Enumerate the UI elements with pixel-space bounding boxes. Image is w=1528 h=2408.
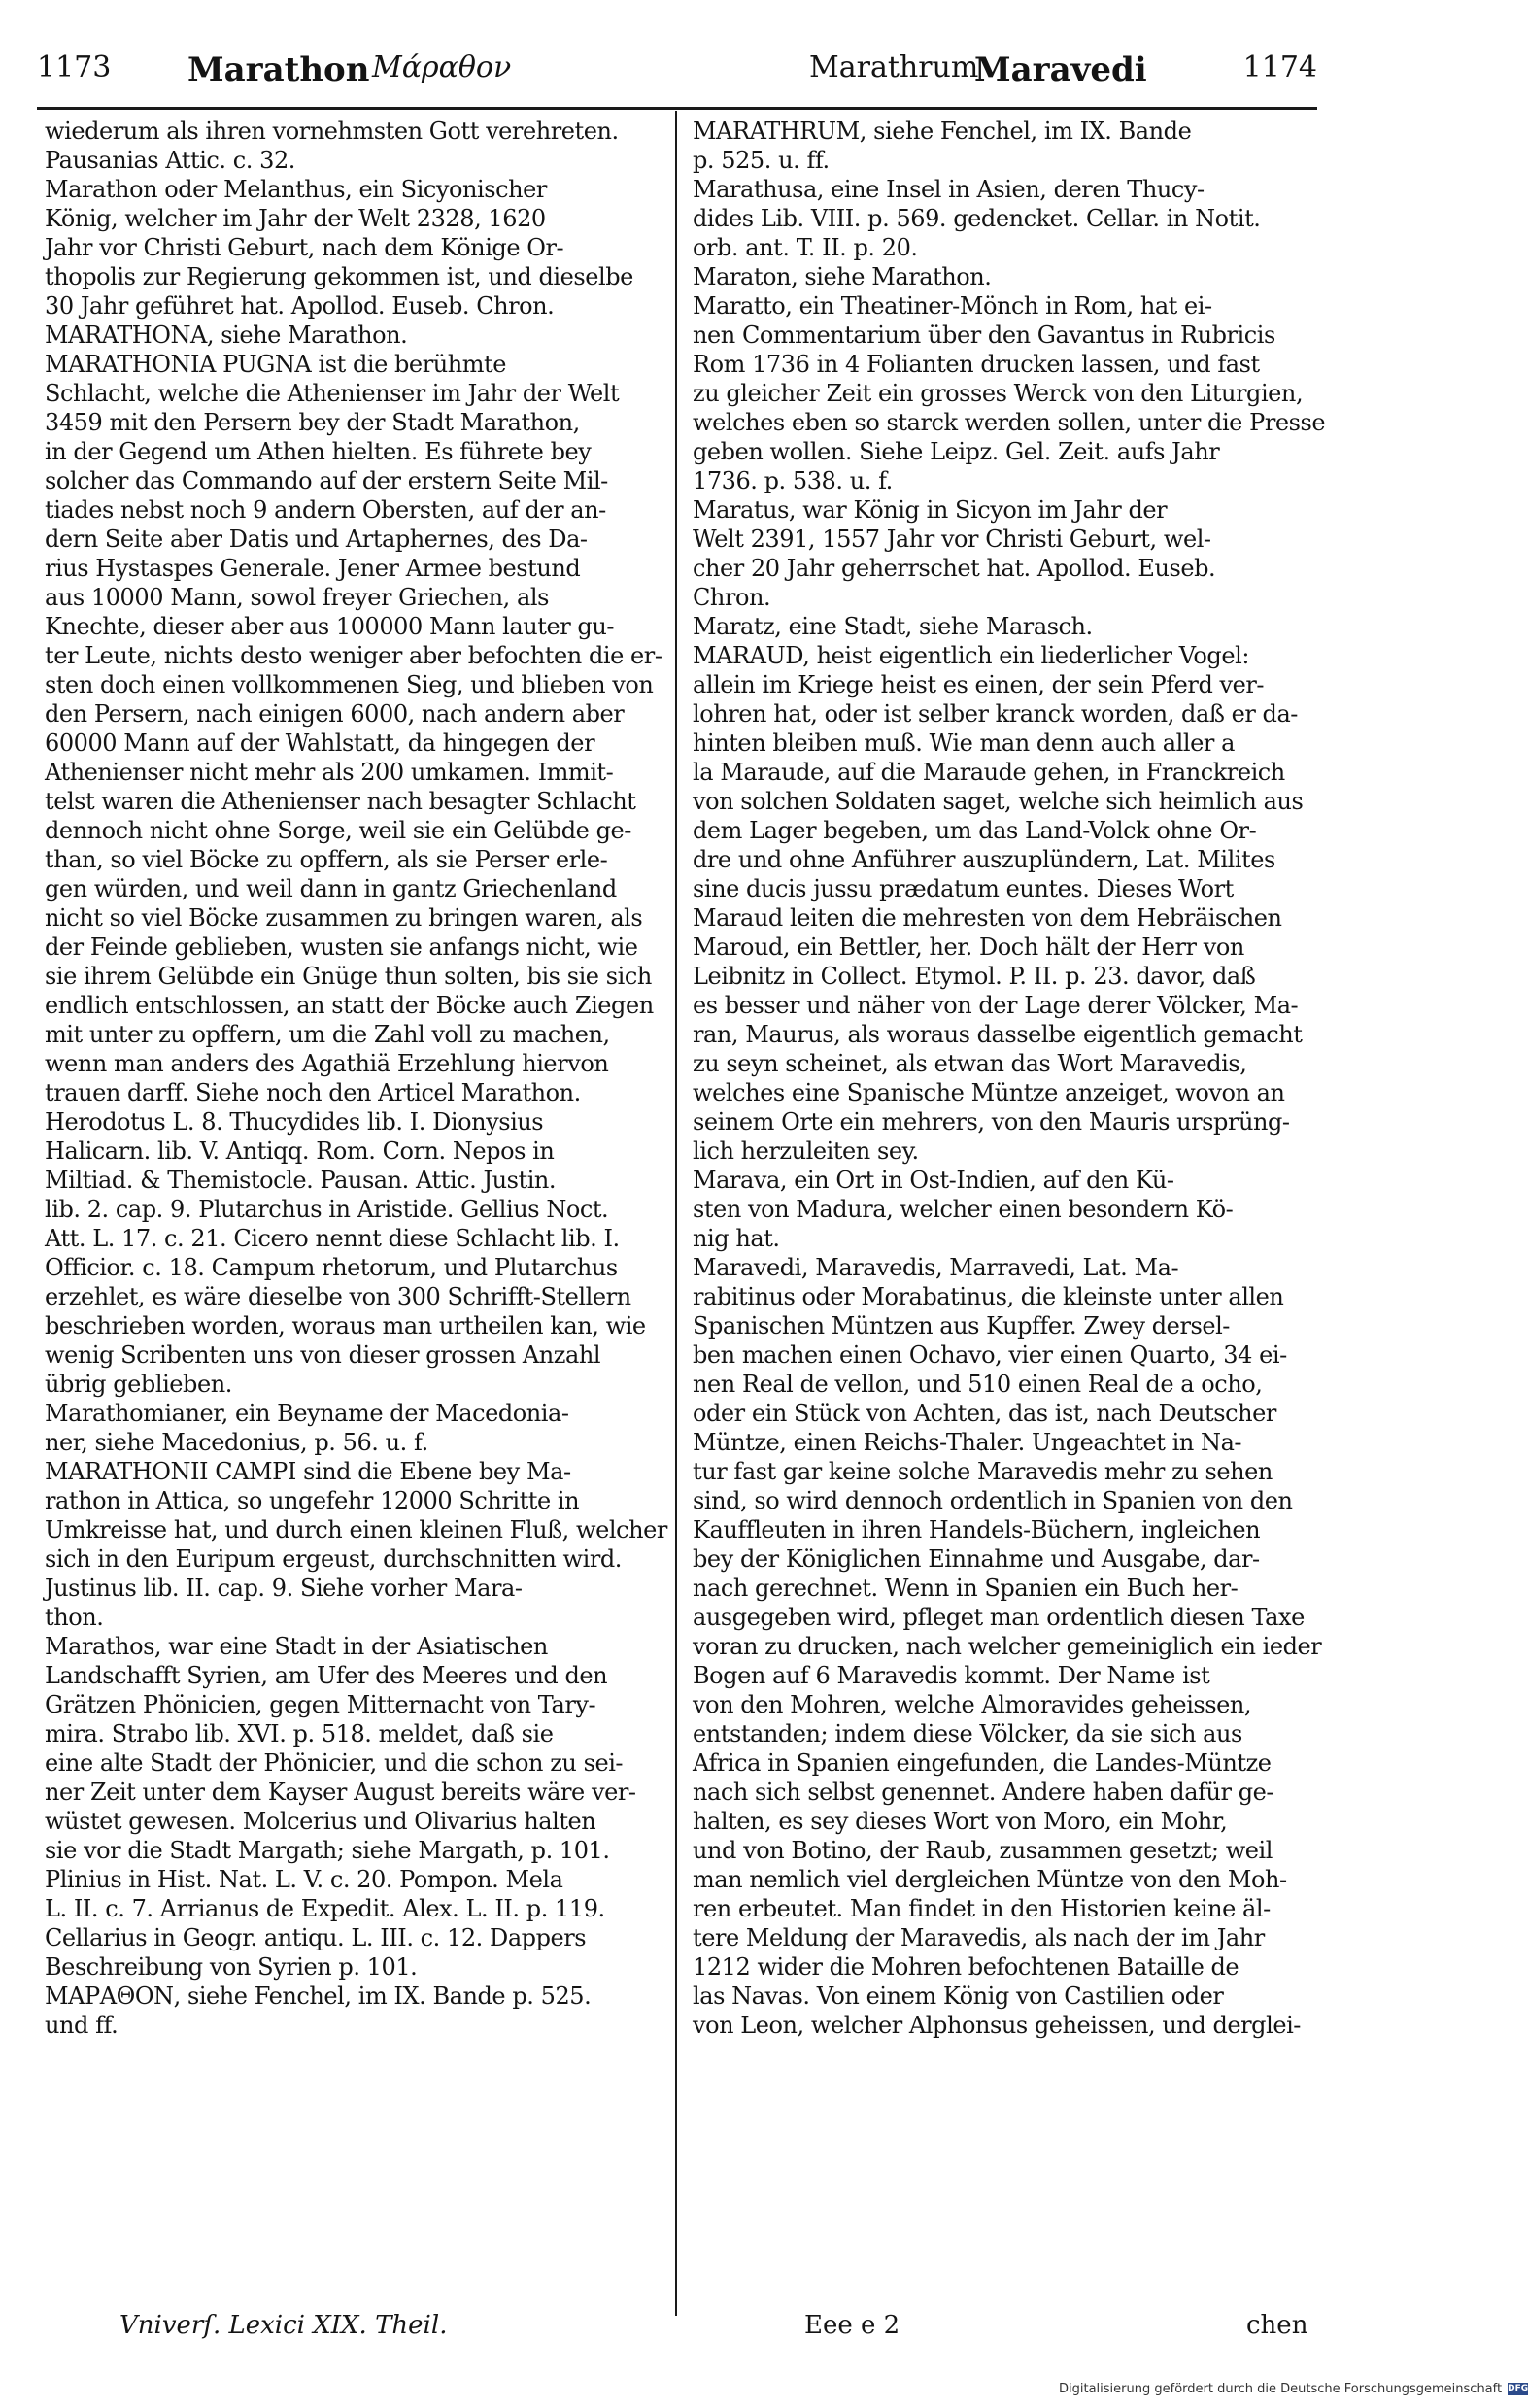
text-line: Cellarius in Geogr. antiqu. L. III. c. 12. Dappers	[45, 1924, 587, 1951]
text-line: nach sich selbst genennet. Andere haben dafür ge-	[693, 1779, 1274, 1806]
text-line: 3459 mit den Persern bey der Stadt Marathon,	[45, 409, 580, 436]
text-line: MARATHONIA PUGNA ist die berühmte	[45, 351, 506, 378]
text-line: sie vor die Stadt Margath; siehe Margath, p. 101.	[45, 1837, 610, 1864]
text-line: Maraton, siehe Marathon.	[693, 263, 992, 290]
text-line: König, welcher im Jahr der Welt 2328, 1620	[45, 205, 546, 232]
text-line: Welt 2391, 1557 Jahr vor Christi Geburt, wel-	[693, 526, 1211, 553]
text-line: dem Lager begeben, um das Land-Volck ohne Or-	[693, 817, 1257, 844]
digitization-credit	[1059, 2382, 1528, 2396]
text-line: von den Mohren, welche Almoravides geheissen,	[693, 1691, 1252, 1718]
text-line: ner Zeit unter dem Kayser August bereits wäre ver-	[45, 1779, 636, 1806]
column-divider	[675, 111, 677, 2316]
text-line: bey der Königlichen Einnahme und Ausgabe, dar-	[693, 1545, 1260, 1573]
text-line: es besser und näher von der Lage derer Völcker, Ma-	[693, 992, 1299, 1019]
text-line: MARATHRUM, siehe Fenchel, im IX. Bande	[693, 118, 1192, 145]
text-line: gen würden, und weil dann in gantz Griechenland	[45, 875, 617, 902]
text-line: solcher das Commando auf der erstern Seite Mil-	[45, 467, 608, 494]
text-line: la Maraude, auf die Maraude gehen, in Franckreich	[693, 759, 1285, 786]
running-head-left: Marathon	[187, 51, 370, 89]
text-line: geben wollen. Siehe Leipz. Gel. Zeit. aufs Jahr	[693, 438, 1220, 465]
text-line: halten, es sey dieses Wort von Moro, ein Mohr,	[693, 1808, 1228, 1835]
text-line: 1212 wider die Mohren befochtenen Bataille de	[693, 1953, 1239, 1981]
running-head-right-first: Marathrum	[809, 51, 979, 85]
text-line: Marathusa, eine Insel in Asien, deren Thucy-	[693, 176, 1205, 203]
text-line: welches eben so starck werden sollen, unter die Presse	[693, 409, 1326, 436]
text-line: Maroud, ein Bettler, her. Doch hält der Herr von	[693, 933, 1244, 961]
text-line: sine ducis jussu prædatum euntes. Dieses Wort	[693, 875, 1234, 902]
text-line: wenn man anders des Agathiä Erzehlung hiervon	[45, 1050, 609, 1077]
running-head-right-last: Maravedi	[974, 51, 1147, 89]
text-line: Leibnitz in Collect. Etymol. P. II. p. 23. davor, daß	[693, 963, 1256, 990]
header-rule	[37, 107, 1317, 110]
text-line: und ff.	[45, 2012, 119, 2039]
catchword: chen	[1246, 2311, 1308, 2340]
page-footer	[37, 2311, 1317, 2359]
text-line: sind, so wird dennoch ordentlich in Spanien von den	[693, 1487, 1293, 1514]
text-line: Jahr vor Christi Geburt, nach dem Könige Or-	[45, 234, 564, 261]
text-line: Bogen auf 6 Maravedis kommt. Der Name ist	[693, 1662, 1210, 1689]
text-line: ner, siehe Macedonius, p. 56. u. f.	[45, 1429, 428, 1456]
text-line: tiades nebst noch 9 andern Obersten, auf der an-	[45, 496, 606, 524]
text-line: aus 10000 Mann, sowol freyer Griechen, als	[45, 584, 549, 611]
text-line: Herodotus L. 8. Thucydides lib. I. Dionysius	[45, 1108, 544, 1136]
page	[37, 43, 1326, 2374]
dfg-logo-icon: DFG	[1508, 2384, 1528, 2393]
signature-line: Vniverſ. Lexici XIX. Theil.	[119, 2311, 448, 2340]
text-line: cher 20 Jahr geherrschet hat. Apollod. Euseb.	[693, 555, 1216, 582]
text-line: nen Real de vellon, und 510 einen Real de a ocho,	[693, 1371, 1263, 1398]
text-line: thopolis zur Regierung gekommen ist, und dieselbe	[45, 263, 633, 290]
text-line: welches eine Spanische Müntze anzeiget, wovon an	[693, 1079, 1285, 1106]
text-line: Rom 1736 in 4 Folianten drucken lassen, und fast	[693, 351, 1260, 378]
text-line: Maravedi, Maravedis, Marravedi, Lat. Ma-	[693, 1254, 1179, 1281]
text-line: lich herzuleiten sey.	[693, 1137, 919, 1165]
text-line: Marava, ein Ort in Ost-Indien, auf den Kü-	[693, 1167, 1174, 1194]
running-head-greek: Μάραθον	[372, 51, 512, 85]
text-line: Beschreibung von Syrien p. 101.	[45, 1953, 418, 1981]
text-line: MARATHONII CAMPI sind die Ebene bey Ma-	[45, 1458, 571, 1485]
text-line: than, so viel Böcke zu opffern, als sie Perser erle-	[45, 846, 608, 873]
signature-mark: Eee e 2	[804, 2311, 900, 2340]
credit-text: Digitalisierung gefördert durch die Deutsche Forschungsgemeinschaft	[1059, 2382, 1503, 2396]
text-line: tur fast gar keine solche Maravedis mehr zu sehen	[693, 1458, 1273, 1485]
page-header	[37, 43, 1317, 111]
text-line: Officior. c. 18. Campum rhetorum, und Plutarchus	[45, 1254, 618, 1281]
text-line: trauen darff. Siehe noch den Articel Marathon.	[45, 1079, 581, 1106]
text-line: sten doch einen vollkommenen Sieg, und blieben von	[45, 671, 654, 698]
text-line: ΜΑΡΑΘΟΝ, siehe Fenchel, im IX. Bande p. 525.	[45, 1983, 592, 2010]
text-line: 30 Jahr geführet hat. Apollod. Euseb. Chron.	[45, 292, 555, 320]
text-line: sie ihrem Gelübde ein Gnüge thun solten, bis sie sich	[45, 963, 652, 990]
text-line: Grätzen Phönicien, gegen Mitternacht von Tary-	[45, 1691, 596, 1718]
text-line: telst waren die Athenienser nach besagter Schlacht	[45, 788, 636, 815]
text-line: seinem Orte ein mehrers, von den Mauris ursprüng-	[693, 1108, 1290, 1136]
text-line: orb. ant. T. II. p. 20.	[693, 234, 918, 261]
text-line: oder ein Stück von Achten, das ist, nach Deutscher	[693, 1400, 1276, 1427]
text-line: Kauffleuten in ihren Handels-Büchern, ingleichen	[693, 1516, 1261, 1543]
text-line: Miltiad. & Themistocle. Pausan. Attic. Justin.	[45, 1167, 557, 1194]
text-line: wiederum als ihren vornehmsten Gott verehreten.	[45, 118, 619, 145]
text-line: zu seyn scheinet, als etwan das Wort Maravedis,	[693, 1050, 1247, 1077]
text-line: Justinus lib. II. cap. 9. Siehe vorher Mara-	[45, 1575, 523, 1602]
text-line: Umkreisse hat, und durch einen kleinen Fluß, welcher	[45, 1516, 667, 1543]
text-line: Pausanias Attic. c. 32.	[45, 147, 295, 174]
text-line: und von Botino, der Raub, zusammen gesetzt; weil	[693, 1837, 1273, 1864]
text-line: Spanischen Müntzen aus Kupffer. Zwey dersel-	[693, 1312, 1230, 1340]
text-line: wüstet gewesen. Molcerius und Olivarius halten	[45, 1808, 596, 1835]
text-line: wenig Scribenten uns von dieser grossen Anzahl	[45, 1341, 601, 1369]
text-line: 1736. p. 538. u. f.	[693, 467, 893, 494]
text-line: Marathon oder Melanthus, ein Sicyonischer	[45, 176, 547, 203]
text-line: Att. L. 17. c. 21. Cicero nennt diese Schlacht lib. I.	[45, 1225, 620, 1252]
text-line: Halicarn. lib. V. Antiqq. Rom. Corn. Nepos in	[45, 1137, 555, 1165]
text-line: dre und ohne Anführer auszuplündern, Lat. Milites	[693, 846, 1275, 873]
text-line: dern Seite aber Datis und Artaphernes, des Da-	[45, 526, 588, 553]
text-line: sich in den Euripum ergeust, durchschnitten wird.	[45, 1545, 622, 1573]
text-line: 60000 Mann auf der Wahlstatt, da hingegen der	[45, 729, 595, 757]
text-line: ren erbeutet. Man findet in den Historien keine äl-	[693, 1895, 1271, 1922]
text-line: nig hat.	[693, 1225, 780, 1252]
text-line: nen Commentarium über den Gavantus in Rubricis	[693, 322, 1275, 349]
text-line: nicht so viel Böcke zusammen zu bringen waren, als	[45, 904, 643, 932]
text-line: Athenienser nicht mehr als 200 umkamen. Immit-	[45, 759, 614, 786]
left-column	[45, 117, 667, 2040]
text-line: hinten bleiben muß. Wie man denn auch aller a	[693, 729, 1235, 757]
text-line: dennoch nicht ohne Sorge, weil sie ein Gelübde ge-	[45, 817, 631, 844]
text-line: beschrieben worden, woraus man urtheilen kan, wie	[45, 1312, 646, 1340]
page-number-right: 1174	[1242, 51, 1317, 85]
text-line: Maratz, eine Stadt, siehe Marasch.	[693, 613, 1093, 640]
text-line: Marathomianer, ein Beyname der Macedonia-	[45, 1400, 569, 1427]
text-line: Plinius in Hist. Nat. L. V. c. 20. Pompon. Mela	[45, 1866, 563, 1893]
text-line: Africa in Spanien eingefunden, die Landes-Müntze	[693, 1749, 1272, 1777]
text-line: entstanden; indem diese Völcker, da sie sich aus	[693, 1720, 1242, 1747]
text-line: thon.	[45, 1604, 104, 1631]
text-line: allein im Kriege heist es einen, der sein Pferd ver-	[693, 671, 1265, 698]
text-line: übrig geblieben.	[45, 1371, 232, 1398]
text-line: dides Lib. VIII. p. 569. gedencket. Cellar. in Notit.	[693, 205, 1261, 232]
text-line: von solchen Soldaten saget, welche sich heimlich aus	[693, 788, 1304, 815]
text-line: Maratus, war König in Sicyon im Jahr der	[693, 496, 1168, 524]
text-line: den Persern, nach einigen 6000, nach andern aber	[45, 700, 625, 728]
text-line: mit unter zu opffern, um die Zahl voll zu machen,	[45, 1021, 610, 1048]
text-line: p. 525. u. ff.	[693, 147, 830, 174]
text-line: Maratto, ein Theatiner-Mönch in Rom, hat ei-	[693, 292, 1212, 320]
text-line: erzehlet, es wäre dieselbe von 300 Schrifft-Stellern	[45, 1283, 631, 1310]
text-line: lib. 2. cap. 9. Plutarchus in Aristide. Gellius Noct.	[45, 1196, 609, 1223]
text-line: Landschafft Syrien, am Ufer des Meeres und den	[45, 1662, 608, 1689]
text-line: in der Gegend um Athen hielten. Es führete bey	[45, 438, 592, 465]
text-line: Marathos, war eine Stadt in der Asiatischen	[45, 1633, 548, 1660]
text-line: man nemlich viel dergleichen Müntze von den Moh-	[693, 1866, 1287, 1893]
text-line: rius Hystaspes Generale. Jener Armee bestund	[45, 555, 581, 582]
text-line: rathon in Attica, so ungefehr 12000 Schritte in	[45, 1487, 580, 1514]
text-line: L. II. c. 7. Arrianus de Expedit. Alex. L. II. p. 119.	[45, 1895, 605, 1922]
text-line: Knechte, dieser aber aus 100000 Mann lauter gu-	[45, 613, 614, 640]
text-line: lohren hat, oder ist selber kranck worden, daß er da-	[693, 700, 1298, 728]
text-line: Maraud leiten die mehresten von dem Hebräischen	[693, 904, 1282, 932]
text-line: ben machen einen Ochavo, vier einen Quarto, 34 ei-	[693, 1341, 1287, 1369]
text-line: endlich entschlossen, an statt der Böcke auch Ziegen	[45, 992, 654, 1019]
text-line: las Navas. Von einem König von Castilien oder	[693, 1983, 1224, 2010]
text-line: voran zu drucken, nach welcher gemeiniglich ein ieder	[693, 1633, 1322, 1660]
text-line: mira. Strabo lib. XVI. p. 518. meldet, daß sie	[45, 1720, 554, 1747]
text-line: Müntze, einen Reichs-Thaler. Ungeachtet in Na-	[693, 1429, 1242, 1456]
text-line: zu gleicher Zeit ein grosses Werck von den Liturgien,	[693, 380, 1304, 407]
text-line: von Leon, welcher Alphonsus geheissen, und derglei-	[693, 2012, 1301, 2039]
text-line: tere Meldung der Maravedis, als nach der im Jahr	[693, 1924, 1265, 1951]
text-line: eine alte Stadt der Phönicier, und die schon zu sei-	[45, 1749, 624, 1777]
text-line: nach gerechnet. Wenn in Spanien ein Buch her-	[693, 1575, 1239, 1602]
text-line: ausgegeben wird, pfleget man ordentlich diesen Taxe	[693, 1604, 1305, 1631]
page-number-left: 1173	[37, 51, 112, 85]
text-line: MARATHONA, siehe Marathon.	[45, 322, 408, 349]
text-line: Schlacht, welche die Athenienser im Jahr der Welt	[45, 380, 620, 407]
text-line: sten von Madura, welcher einen besondern Kö-	[693, 1196, 1234, 1223]
text-line: ter Leute, nichts desto weniger aber befochten die er-	[45, 642, 662, 669]
text-line: ran, Maurus, als woraus dasselbe eigentlich gemacht	[693, 1021, 1303, 1048]
text-line: MARAUD, heist eigentlich ein liederlicher Vogel:	[693, 642, 1249, 669]
right-column	[693, 117, 1326, 2040]
text-line: Chron.	[693, 584, 771, 611]
text-line: der Feinde geblieben, wusten sie anfangs nicht, wie	[45, 933, 638, 961]
text-line: rabitinus oder Morabatinus, die kleinste unter allen	[693, 1283, 1284, 1310]
